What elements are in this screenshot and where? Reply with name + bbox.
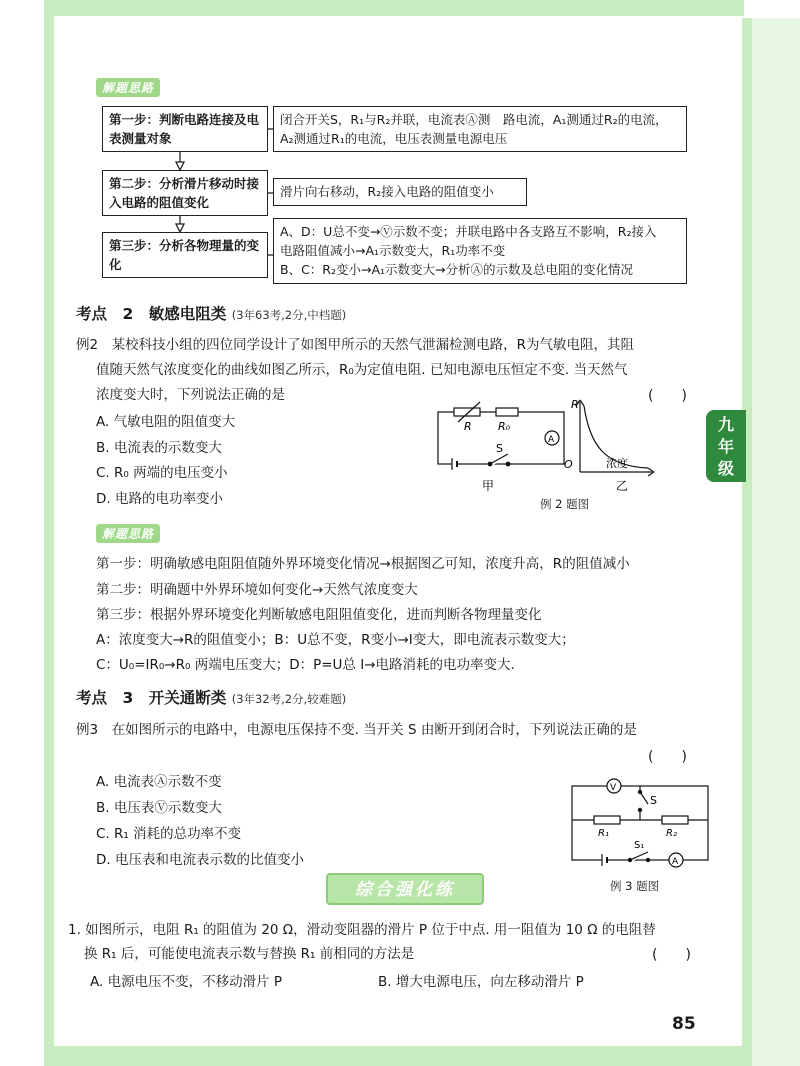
question1-option-b[interactable]: B. 增大电源电压，向左移动滑片 P — [378, 974, 584, 990]
example2-line2: 值随天然气浓度变化的曲线如图乙所示，R₀为定值电阻. 已知电源电压恒定不变. 当天然气 — [96, 362, 628, 378]
example3-caption: 例 3 题图 — [610, 879, 660, 893]
example2-caption: 例 2 题图 — [540, 497, 590, 511]
analysis-tag-2: 解题思路 — [96, 524, 160, 543]
flow-step1-text: 闭合开关S，R₁与R₂并联，电流表Ⓐ测 路电流，A₁测通过R₂的电流，A₂测通过R₁的电流，电压表测量电源电压 — [273, 106, 687, 152]
page-number: 85 — [672, 1014, 696, 1034]
solution2-step2: 第二步：明确题中外界环境如何变化→天然气浓度变大 — [96, 582, 418, 598]
solution2-cd: C：U₀=IR₀→R₀ 两端电压变大；D：P=U总 I→电路消耗的电功率变大. — [96, 657, 515, 673]
example2-option-b[interactable]: B. 电流表的示数变大 — [96, 440, 222, 456]
fig-label-r0: R₀ — [498, 420, 511, 433]
example3-option-c[interactable]: C. R₁ 消耗的总功率不变 — [96, 826, 242, 842]
example3-option-b[interactable]: B. 电压表Ⓥ示数变大 — [96, 800, 222, 816]
example3-option-a[interactable]: A. 电流表Ⓐ示数不变 — [96, 774, 222, 790]
flow-step3-label: 第三步：分析各物理量的变化 — [102, 232, 268, 278]
example2-option-a[interactable]: A. 气敏电阻的阻值变大 — [96, 414, 236, 430]
question1-line2: 换 R₁ 后，可能使电流表示数与替换 R₁ 前相同的方法是 — [84, 946, 415, 962]
fig-label-yi: 乙 — [616, 479, 629, 493]
fig-label-jia: 甲 — [482, 479, 495, 493]
grade-side-tab[interactable]: 九年级 — [706, 410, 746, 482]
example3-figure — [564, 768, 714, 878]
answer-paren-3[interactable]: ( ) — [648, 749, 687, 765]
example3-option-d[interactable]: D. 电压表和电流表示数的比值变小 — [96, 852, 304, 868]
section-banner: 综合强化练 — [326, 873, 484, 905]
answer-paren[interactable]: ( ) — [648, 388, 687, 404]
solution2-step3: 第三步：根据外界环境变化判断敏感电阻阻值变化，进而判断各物理量变化 — [96, 607, 542, 623]
example2-option-d[interactable]: D. 电路的电功率变小 — [96, 491, 223, 507]
fig-label-switch: S — [496, 442, 503, 455]
section-heading-3: 考点 3 开关通断类 (3年32考,2分,较难题) — [76, 689, 347, 707]
solution2-step1: 第一步：明确敏感电阻阻值随外界环境变化情况→根据图乙可知，浓度升高，R的阻值减小 — [96, 556, 630, 572]
fig-axis-x: 浓度 — [606, 457, 628, 470]
flow-step2-label: 第二步：分析滑片移动时接入电路的阻值变化 — [102, 170, 268, 216]
page-frame-bottom — [44, 1046, 752, 1066]
example2-line1: 例2 某校科技小组的四位同学设计了如图甲所示的天然气泄漏检测电路，R为气敏电阻，其阻 — [76, 337, 634, 353]
section-heading-2: 考点 2 敏感电阻类 (3年63考,2分,中档题) — [76, 305, 347, 323]
fig3-label-ammeter: A — [672, 857, 679, 867]
fig-label-r: R — [464, 420, 472, 433]
example2-option-c[interactable]: C. R₀ 两端的电压变小 — [96, 465, 228, 481]
fig3-label-s1: S₁ — [634, 840, 645, 851]
flow-step1-label: 第一步：判断电路连接及电表测量对象 — [102, 106, 268, 152]
fig-axis-r: R — [571, 398, 579, 411]
fig-axis-origin: O — [564, 458, 573, 471]
fig3-label-voltmeter: V — [610, 783, 617, 793]
solution2-ab: A：浓度变大→R的阻值变小；B：U总不变，R变小→I变大，即电流表示数变大； — [96, 632, 575, 648]
flow-step3-text: A、D：U总不变→Ⓥ示数不变；并联电路中各支路互不影响，R₂接入 电路阻值减小→A₁示数变大，R₁功率不变 B、C：R₂变小→A₁示数变大→分析Ⓐ的示数及总电阻的变化情况 — [273, 218, 687, 284]
fig3-label-r1: R₁ — [598, 828, 609, 839]
question1-line1: 1. 如图所示，电阻 R₁ 的阻值为 20 Ω，滑动变阻器的滑片 P 位于中点. 用一阻值为 10 Ω 的电阻替 — [68, 922, 656, 938]
flow-step2-text: 滑片向右移动，R₂接入电路的阻值变小 — [273, 178, 527, 206]
example2-line3: 浓度变大时，下列说法正确的是 — [96, 387, 285, 403]
question1-option-a[interactable]: A. 电源电压不变，不移动滑片 P — [90, 974, 283, 990]
fig3-label-r2: R₂ — [666, 828, 677, 839]
fig-label-ammeter: A — [548, 435, 555, 445]
example3-line1: 例3 在如图所示的电路中，电源电压保持不变. 当开关 S 由断开到闭合时，下列说法正确的是 — [76, 722, 637, 738]
fig3-label-switch: S — [650, 794, 657, 807]
flow-arrows — [0, 0, 800, 300]
analysis-tag: 解题思路 — [96, 78, 160, 97]
answer-paren-q1[interactable]: ( ) — [652, 947, 691, 963]
